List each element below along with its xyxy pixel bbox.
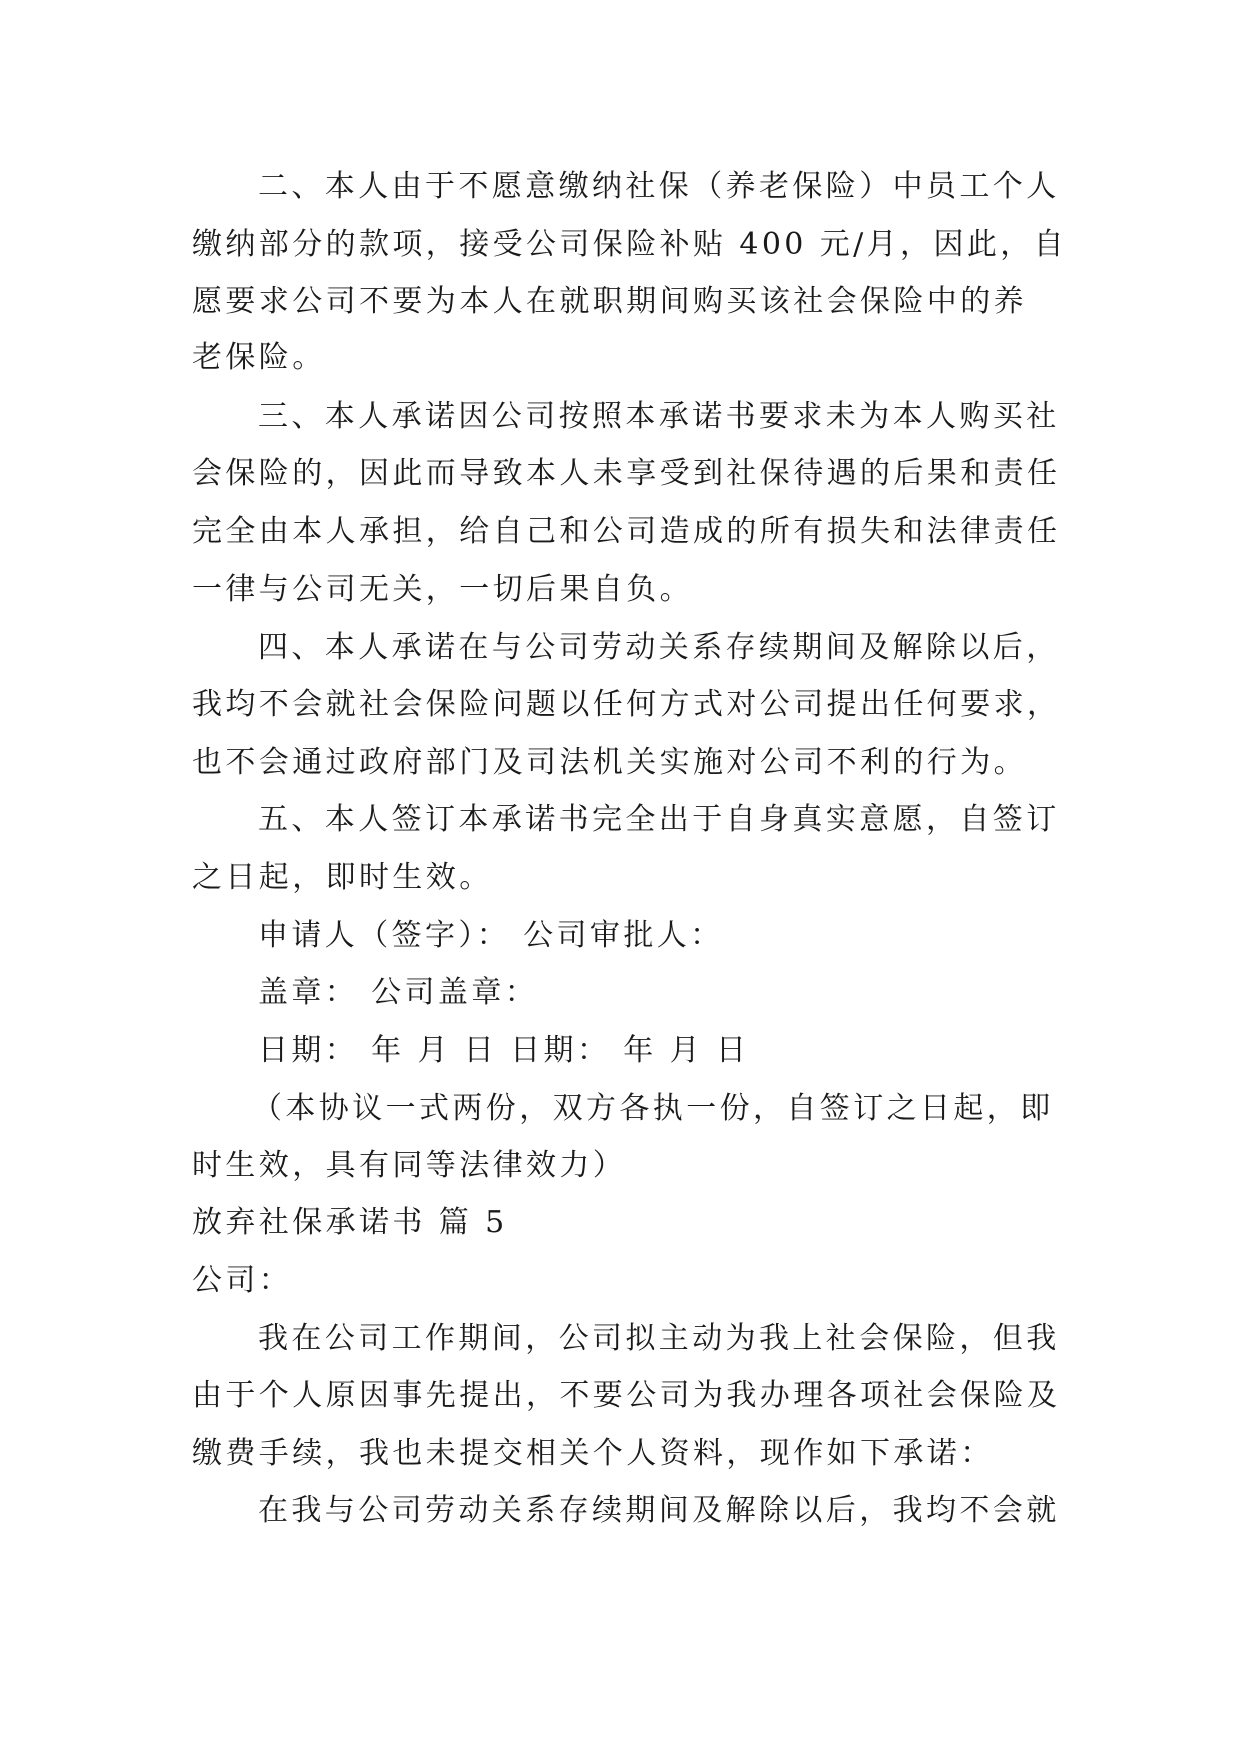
seal-line: 盖章： 公司盖章： xyxy=(258,975,539,1010)
salutation: 公司： xyxy=(192,1263,293,1298)
agreement-note-line-1: （本协议一式两份，双方各执一份，自签订之日起，即 xyxy=(252,1091,1054,1126)
paragraph-4-line-3: 也不会通过政府部门及司法机关实施对公司不利的行为。 xyxy=(192,745,1027,780)
section-title: 放弃社保承诺书 篇 5 xyxy=(192,1205,508,1240)
body-paragraph-1-line-1: 我在公司工作期间，公司拟主动为我上社会保险，但我 xyxy=(258,1321,1060,1356)
body-paragraph-2-line-1: 在我与公司劳动关系存续期间及解除以后，我均不会就 xyxy=(258,1493,1060,1528)
paragraph-3-line-2: 会保险的，因此而导致本人未享受到社保待遇的后果和责任 xyxy=(192,456,1061,491)
date-line: 日期： 年 月 日 日期： 年 月 日 xyxy=(258,1033,750,1068)
paragraph-3-line-1: 三、本人承诺因公司按照本承诺书要求未为本人购买社 xyxy=(258,399,1060,434)
paragraph-3-line-3: 完全由本人承担，给自己和公司造成的所有损失和法律责任 xyxy=(192,514,1061,549)
body-paragraph-1-line-3: 缴费手续，我也未提交相关个人资料，现作如下承诺： xyxy=(192,1436,994,1471)
paragraph-4-line-2: 我均不会就社会保险问题以任何方式对公司提出任何要求， xyxy=(192,687,1061,722)
paragraph-2-line-4: 老保险。 xyxy=(192,340,326,375)
agreement-note-line-2: 时生效，具有同等法律效力） xyxy=(192,1148,627,1183)
paragraph-4-line-1: 四、本人承诺在与公司劳动关系存续期间及解除以后， xyxy=(258,630,1060,665)
paragraph-2-line-3: 愿要求公司不要为本人在就职期间购买该社会保险中的养 xyxy=(192,284,1027,319)
paragraph-5-line-1: 五、本人签订本承诺书完全出于自身真实意愿，自签订 xyxy=(258,802,1060,837)
paragraph-3-line-4: 一律与公司无关，一切后果自负。 xyxy=(192,572,693,607)
paragraph-5-line-2: 之日起，即时生效。 xyxy=(192,860,493,895)
signature-applicant-line: 申请人（签字）： 公司审批人： xyxy=(258,918,724,953)
paragraph-2-line-1: 二、本人由于不愿意缴纳社保（养老保险）中员工个人 xyxy=(258,169,1060,204)
body-paragraph-1-line-2: 由于个人原因事先提出，不要公司为我办理各项社会保险及 xyxy=(192,1378,1061,1413)
paragraph-2-line-2: 缴纳部分的款项，接受公司保险补贴 400 元/月，因此，自 xyxy=(192,227,1068,262)
